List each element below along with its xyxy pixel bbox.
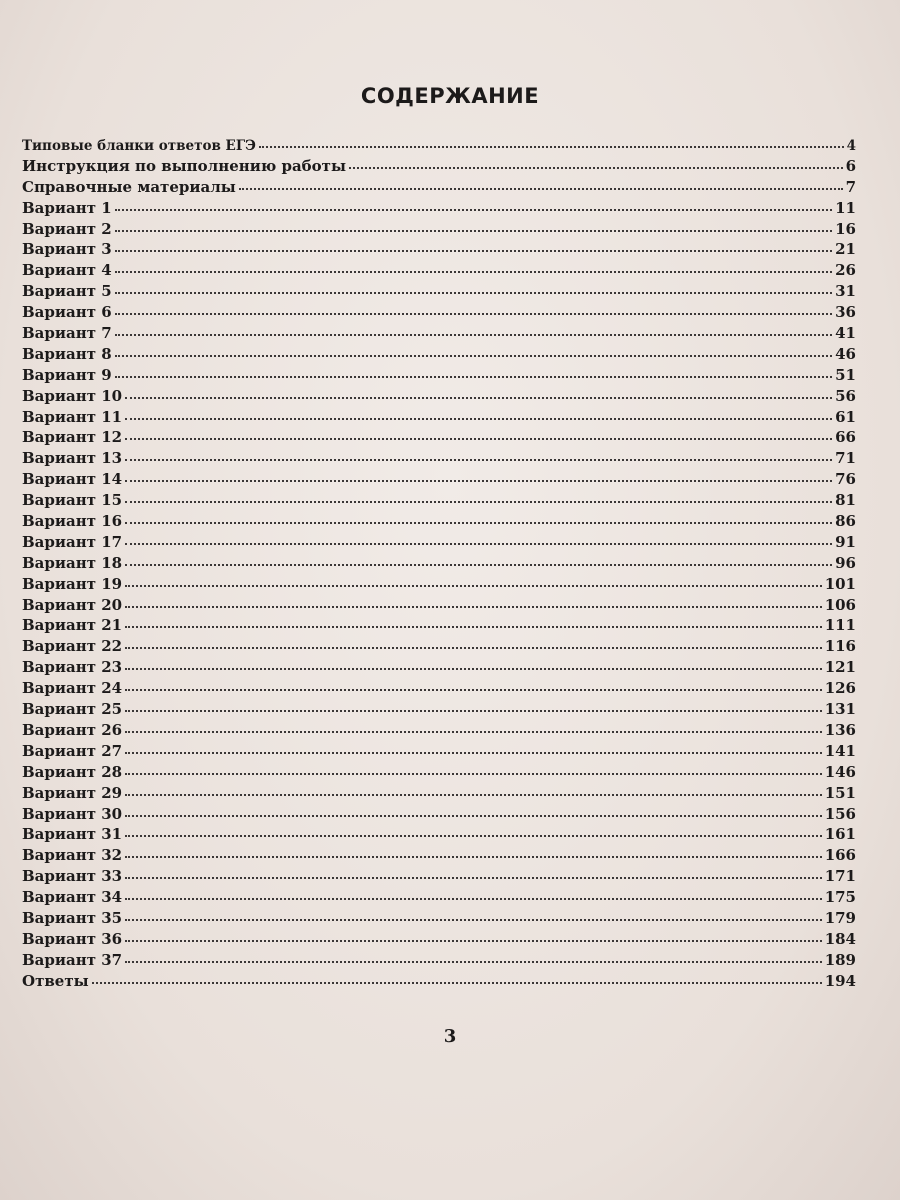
toc-entry-label: Вариант 13 [22, 449, 123, 468]
toc-entry-page: 171 [824, 867, 856, 886]
toc-entry-label: Вариант 14 [22, 470, 123, 489]
toc-entry-page: 131 [824, 700, 856, 719]
toc-entry [22, 635, 856, 656]
toc-dot-leader [125, 404, 832, 420]
toc-entry [22, 907, 856, 928]
toc-entry-label: Ответы [22, 971, 89, 990]
toc-entry-page: 161 [824, 825, 856, 844]
toc-entry [22, 970, 856, 991]
toc-entry [22, 698, 856, 719]
toc-entry-label: Вариант 20 [22, 595, 123, 614]
toc-entry [22, 719, 856, 740]
toc-entry-page: 101 [824, 574, 856, 593]
toc-entry-label: Вариант 12 [22, 428, 123, 447]
toc-entry [22, 301, 856, 322]
toc-entry-label: Вариант 36 [22, 929, 123, 948]
toc-dot-leader [125, 821, 822, 837]
toc-entry-page: 51 [835, 365, 856, 384]
toc-entry-label: Вариант 7 [22, 324, 112, 343]
toc-entry-page: 121 [824, 658, 856, 677]
page-number: 3 [443, 1026, 457, 1047]
toc-dot-leader [115, 236, 832, 252]
toc-entry-page: 146 [824, 762, 856, 781]
toc-entry [22, 573, 856, 594]
toc-entry-label: Вариант 8 [22, 344, 112, 363]
toc-dot-leader [115, 278, 832, 294]
toc-dot-leader [92, 968, 822, 984]
toc-dot-leader [125, 926, 822, 942]
toc-entry-page: 66 [835, 428, 856, 447]
toc-dot-leader [125, 592, 822, 608]
toc-entry-label: Вариант 15 [22, 491, 123, 510]
toc-entry-label: Вариант 4 [22, 261, 112, 280]
toc-entry-page: 41 [835, 324, 856, 343]
toc-dot-leader [125, 508, 832, 524]
toc-entry [22, 823, 856, 844]
toc-entry-label: Вариант 10 [22, 386, 123, 405]
toc-dot-leader [125, 801, 822, 817]
toc-entry [22, 176, 856, 197]
toc-entry-label: Вариант 19 [22, 574, 123, 593]
toc-entry-page: 166 [824, 846, 856, 865]
toc-dot-leader [115, 195, 832, 211]
toc-entry-page: 189 [824, 950, 856, 969]
toc-dot-leader [125, 947, 822, 963]
toc-entry-page: 61 [835, 407, 856, 426]
toc-entry [22, 134, 856, 155]
toc-entry [22, 865, 856, 886]
toc-entry-label: Вариант 1 [22, 198, 112, 217]
toc-dot-leader [125, 487, 832, 503]
toc-entry-page: 184 [824, 929, 856, 948]
toc-entry-label: Вариант 25 [22, 700, 123, 719]
toc-entry-label: Вариант 35 [22, 908, 123, 927]
toc-dot-leader [125, 863, 822, 879]
toc-dot-leader [125, 633, 822, 649]
toc-entry [22, 489, 856, 510]
toc-entry-label: Вариант 21 [22, 616, 123, 635]
toc-entry [22, 468, 856, 489]
toc-entry-page: 7 [845, 177, 856, 196]
toc-entry [22, 238, 856, 259]
toc-entry-label: Вариант 30 [22, 804, 123, 823]
toc-entry [22, 886, 856, 907]
toc-dot-leader [125, 759, 822, 775]
toc-dot-leader [125, 675, 822, 691]
toc-entry-page: 46 [835, 344, 856, 363]
toc-dot-leader [125, 383, 832, 399]
toc-dot-leader [125, 780, 822, 796]
toc-entry-page: 86 [835, 512, 856, 531]
toc-entry-label: Вариант 23 [22, 658, 123, 677]
toc-entry [22, 677, 856, 698]
toc-dot-leader [115, 257, 832, 273]
toc-entry-page: 36 [835, 303, 856, 322]
toc-dot-leader [125, 696, 822, 712]
toc-entry-page: 71 [835, 449, 856, 468]
toc-dot-leader [349, 153, 843, 169]
toc-entry [22, 343, 856, 364]
toc-dot-leader [125, 550, 832, 566]
toc-dot-leader [125, 884, 822, 900]
toc-entry [22, 280, 856, 301]
toc-entry-label: Вариант 2 [22, 219, 112, 238]
toc-entry-page: 56 [835, 386, 856, 405]
toc-entry-label: Вариант 11 [22, 407, 123, 426]
toc-entry-page: 6 [845, 156, 856, 175]
toc-dot-leader [115, 341, 832, 357]
toc-entry [22, 656, 856, 677]
toc-entry-page: 76 [835, 470, 856, 489]
toc-dot-leader [125, 571, 822, 587]
toc-entry-label: Вариант 3 [22, 240, 112, 259]
toc-entry [22, 406, 856, 427]
toc-entry-page: 141 [824, 741, 856, 760]
toc-entry [22, 322, 856, 343]
toc-entry-label: Вариант 27 [22, 741, 123, 760]
toc-entry-label: Вариант 24 [22, 679, 123, 698]
toc-entry-page: 116 [824, 637, 856, 656]
toc-entry-page: 194 [824, 971, 856, 990]
toc-entry-page: 31 [835, 282, 856, 301]
toc-entry-label: Вариант 29 [22, 783, 123, 802]
toc-entry [22, 364, 856, 385]
toc-entry [22, 949, 856, 970]
toc-entry [22, 259, 856, 280]
toc-dot-leader [125, 466, 832, 482]
toc-dot-leader [125, 717, 822, 733]
toc-entry-label: Вариант 16 [22, 512, 123, 531]
toc-entry-label: Вариант 26 [22, 720, 123, 739]
toc-entry-label: Справочные материалы [22, 177, 236, 196]
toc-entry-page: 106 [824, 595, 856, 614]
toc-entry-label: Вариант 28 [22, 762, 123, 781]
table-of-contents [22, 134, 856, 991]
toc-entry-label: Вариант 37 [22, 950, 123, 969]
toc-entry-page: 4 [846, 138, 856, 154]
toc-dot-leader [125, 905, 822, 921]
toc-entry [22, 218, 856, 239]
toc-entry [22, 761, 856, 782]
toc-entry [22, 447, 856, 468]
toc-entry-label: Вариант 17 [22, 532, 123, 551]
toc-dot-leader [115, 299, 832, 315]
toc-entry [22, 928, 856, 949]
toc-entry-page: 21 [835, 240, 856, 259]
toc-dot-leader [125, 654, 822, 670]
toc-entry [22, 740, 856, 761]
toc-entry-page: 16 [835, 219, 856, 238]
toc-dot-leader [115, 216, 832, 232]
toc-entry-label: Вариант 31 [22, 825, 123, 844]
toc-entry-label: Вариант 9 [22, 365, 112, 384]
toc-entry-page: 136 [824, 720, 856, 739]
toc-dot-leader [115, 320, 832, 336]
toc-entry-page: 111 [824, 616, 856, 635]
toc-entry [22, 385, 856, 406]
toc-entry-page: 179 [824, 908, 856, 927]
toc-entry-label: Вариант 22 [22, 637, 123, 656]
toc-entry-page: 91 [835, 532, 856, 551]
toc-dot-leader [239, 174, 843, 190]
toc-entry [22, 197, 856, 218]
toc-dot-leader [125, 842, 822, 858]
toc-entry-label: Вариант 18 [22, 553, 123, 572]
toc-entry [22, 614, 856, 635]
toc-entry [22, 426, 856, 447]
toc-entry-label: Типовые бланки ответов ЕГЭ [22, 138, 256, 154]
toc-entry [22, 155, 856, 176]
toc-dot-leader [115, 362, 832, 378]
toc-entry-label: Вариант 33 [22, 867, 123, 886]
toc-entry [22, 510, 856, 531]
toc-dot-leader [125, 424, 832, 440]
toc-entry [22, 552, 856, 573]
page-title: СОДЕРЖАНИЕ [360, 84, 540, 108]
toc-entry-page: 26 [835, 261, 856, 280]
toc-dot-leader [259, 132, 844, 148]
toc-entry-page: 126 [824, 679, 856, 698]
toc-entry [22, 844, 856, 865]
toc-entry-page: 81 [835, 491, 856, 510]
toc-entry-label: Инструкция по выполнению работы [22, 156, 347, 175]
toc-entry-label: Вариант 32 [22, 846, 123, 865]
toc-entry-page: 151 [824, 783, 856, 802]
toc-entry-label: Вариант 6 [22, 303, 112, 322]
toc-entry-page: 175 [824, 888, 856, 907]
toc-entry [22, 782, 856, 803]
toc-entry [22, 531, 856, 552]
toc-dot-leader [125, 738, 822, 754]
toc-entry-page: 156 [824, 804, 856, 823]
toc-dot-leader [125, 529, 832, 545]
toc-entry [22, 803, 856, 824]
toc-dot-leader [125, 612, 822, 628]
toc-entry-label: Вариант 5 [22, 282, 112, 301]
toc-entry-page: 96 [835, 553, 856, 572]
toc-dot-leader [125, 445, 832, 461]
toc-entry [22, 594, 856, 615]
toc-entry-label: Вариант 34 [22, 888, 123, 907]
toc-entry-page: 11 [835, 198, 856, 217]
